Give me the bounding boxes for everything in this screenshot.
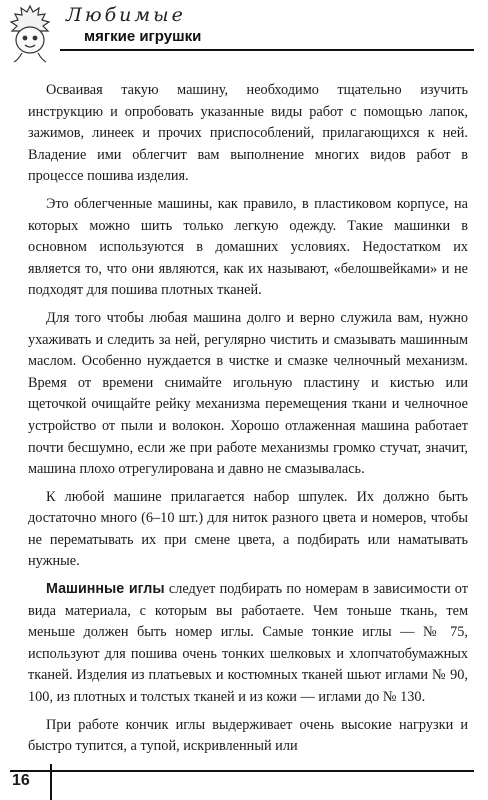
bold-term: Машинные иглы xyxy=(46,581,165,598)
paragraph-needles xyxy=(28,579,468,709)
paragraph: Это облегченные машины, как правило, в пластиковом корпусе, на которых можно шить только легкую одежду. Такие машинки в основном используются в домашних условиях. Недостатком их является то, что они являются, как их называют, «белошвейками» и не подходят для пошива плотных тканей. xyxy=(28,195,468,299)
book-title: мягкие игрушки xyxy=(84,28,202,45)
header-rule xyxy=(60,49,474,51)
paragraph: Осваивая такую машину, необходимо тщательно изучить инструкцию и опробовать указанные виды работ с помощью лапок, зажимов, линеек и прочих приспособлений, прилагающихся к ней. Владение ими облегчит вам выполнение многих видов работ в процессе пошива изделия. xyxy=(28,82,468,185)
page-number-divider xyxy=(50,764,52,800)
series-title: Любимые xyxy=(66,4,186,26)
paragraph: При работе кончик иглы выдерживает очень высокие нагрузки и быстро тупится, а тупой, искривленный или xyxy=(28,716,468,755)
doll-face-icon xyxy=(4,2,56,64)
paragraph-text: следует подбирать по номерам в зависимости от вида материала, с которым вы работаете. Чем тоньше ткань, тем меньше должен быть номер иглы. Самые тонкие иглы — № 75, используют для пошива очень тонких шелковых и хлопчатобумажных тканей. Изделия из платьевых и костюмных тканей шьют иглами № 90, 100, из плотных и толстых тканей и из кожи — иглами до № 130. xyxy=(28,581,469,706)
paragraph: Для того чтобы любая машина долго и верно служила вам, нужно ухаживать и следить за ней, регулярно чистить и смазывать машинным маслом. Особенно нуждается в чистке и смазке челночный механизм. Время от времени снимайте игольную пластину и кистью или щеточкой очищайте рейку механизма перемещения ткани и челночное устройство от пыли и волокон. Хорошо отлаженная машина работает почти бесшумно, если же при работе механизмы громко стучат, значит, машина плохо отрегулирована и давно не смазывалась. xyxy=(28,309,468,478)
running-header xyxy=(0,0,488,70)
paragraph: К любой машине прилагается набор шпулек. Их должно быть достаточно много (6–10 шт.) для ниток разного цвета и номеров, чтобы не перематывать их при смене цвета, а подбирать или наматывать нужные. xyxy=(28,488,468,570)
body-text xyxy=(28,80,468,764)
footer-rule xyxy=(10,770,474,772)
page-number: 16 xyxy=(12,772,30,789)
